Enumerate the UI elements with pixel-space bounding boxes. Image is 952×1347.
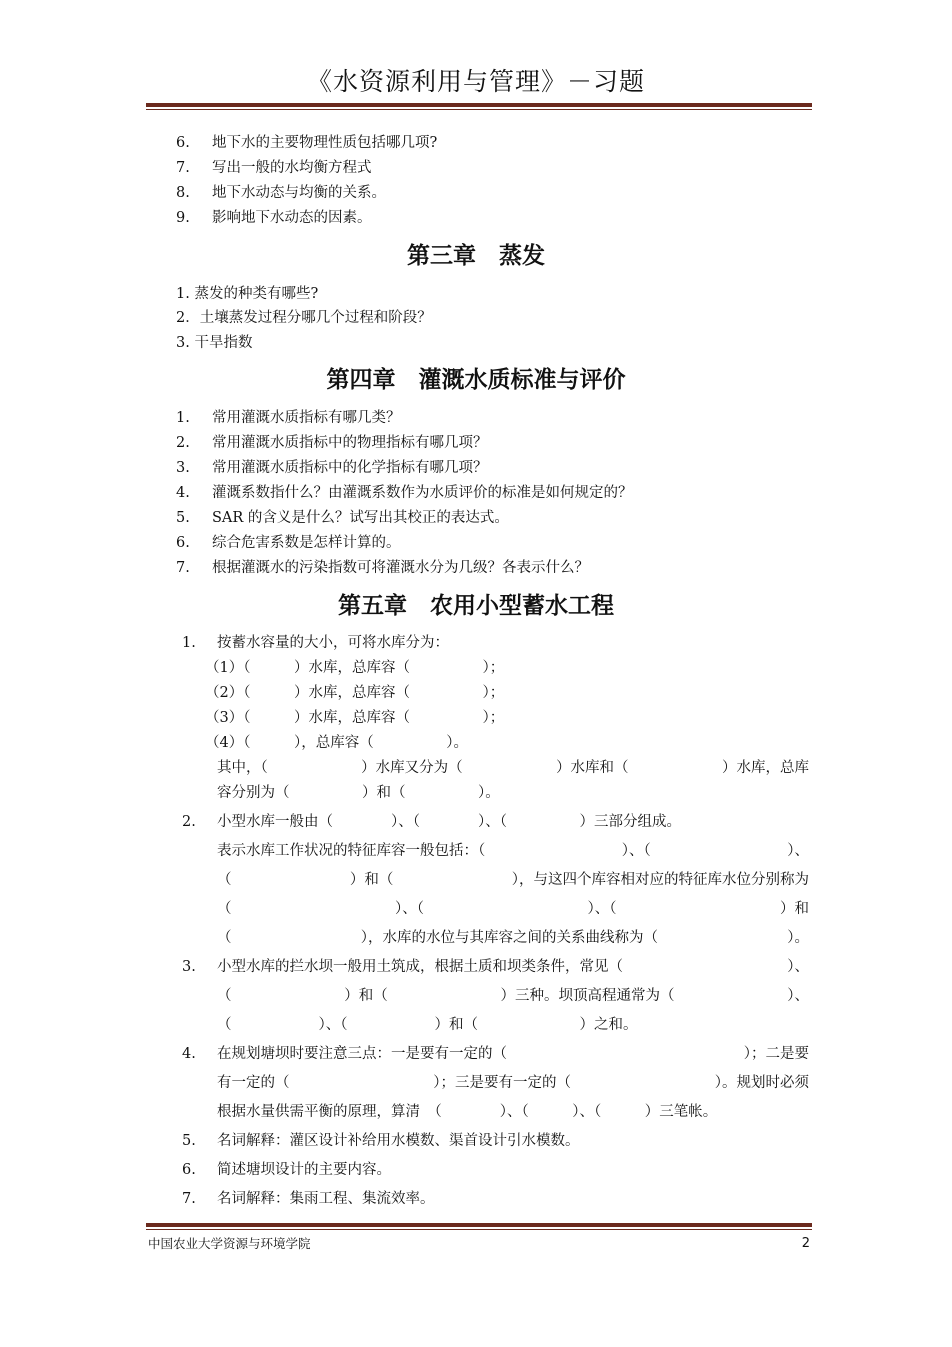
question-number: 5. xyxy=(182,1133,196,1149)
chapter-heading: 第五章 农用小型蓄水工程 xyxy=(338,593,614,619)
question-number: 1. xyxy=(182,635,196,651)
question-text: 表示水库工作状况的特征库容一般包括：（ ）、（ ）、 xyxy=(217,843,809,859)
question-number: 7. xyxy=(182,1191,196,1207)
list-number: 7. xyxy=(176,160,190,176)
question-number: 2. xyxy=(182,814,196,830)
question-text: （ ），水库的水位与其库容之间的关系曲线称为（ ）。 xyxy=(217,930,809,946)
sub-item: （2）（ ）水库，总库容（ ）； xyxy=(205,685,505,701)
list-item: 3. 干旱指数 xyxy=(176,335,253,351)
question-text: 名词解释：灌区设计补给用水模数、渠首设计引水模数。 xyxy=(217,1133,580,1149)
list-item: 影响地下水动态的因素。 xyxy=(212,210,372,226)
question-text: （ ）、（ ）、（ ）和 xyxy=(217,901,809,917)
question-text: 名词解释：集雨工程、集流效率。 xyxy=(217,1191,435,1207)
header-rule xyxy=(146,103,812,110)
list-number: 3. xyxy=(176,460,190,476)
question-text: 小型水库的拦水坝一般用土筑成，根据土质和坝类条件，常见（ ）、 xyxy=(217,959,809,975)
question-number: 3. xyxy=(182,959,196,975)
list-item: 常用灌溉水质指标有哪几类？ xyxy=(212,410,401,426)
question-text: 在规划塘坝时要注意三点：一是要有一定的（ ）；二是要 xyxy=(217,1046,809,1062)
list-number: 6. xyxy=(176,135,190,151)
question-text: 根据水量供需平衡的原理，算清 （ ）、（ ）、（ ）三笔帐。 xyxy=(217,1104,718,1120)
footer-institution: 中国农业大学资源与环境学院 xyxy=(148,1236,311,1251)
question-text: （ ）和（ ）三种。坝顶高程通常为（ ）、 xyxy=(217,988,809,1004)
question-text: 小型水库一般由（ ）、（ ）、（ ）三部分组成。 xyxy=(217,814,681,830)
question-text: 简述塘坝设计的主要内容。 xyxy=(217,1162,391,1178)
list-item: 地下水动态与均衡的关系。 xyxy=(212,185,386,201)
list-item: 常用灌溉水质指标中的物理指标有哪几项？ xyxy=(212,435,488,451)
footer-rule xyxy=(146,1223,812,1230)
question-text: 其中，（ ）水库又分为（ ）水库和（ ）水库，总库 xyxy=(217,760,809,776)
list-item: 常用灌溉水质指标中的化学指标有哪几项？ xyxy=(212,460,488,476)
list-item: 灌溉系数指什么？由灌溉系数作为水质评价的标准是如何规定的？ xyxy=(212,485,633,501)
list-number: 5. xyxy=(176,510,190,526)
chapter-heading: 第四章 灌溉水质标准与评价 xyxy=(326,367,626,393)
question-number: 6. xyxy=(182,1162,196,1178)
list-item: 综合危害系数是怎样计算的。 xyxy=(212,535,401,551)
list-item: 根据灌溉水的污染指数可将灌溉水分为几级？各表示什么？ xyxy=(212,560,589,576)
list-number: 8. xyxy=(176,185,190,201)
list-number: 1. xyxy=(176,410,190,426)
sub-item: （4）（ ），总库容（ ）。 xyxy=(205,735,468,751)
list-item: 写出一般的水均衡方程式 xyxy=(212,160,372,176)
question-text: （ ）、（ ）和（ ）之和。 xyxy=(217,1017,638,1033)
question-text: 有一定的（ ）；三是要有一定的（ ）。规划时必须 xyxy=(217,1075,809,1091)
sub-item: （1）（ ）水库，总库容（ ）； xyxy=(205,660,505,676)
chapter-heading: 第三章 蒸发 xyxy=(407,243,545,269)
list-number: 4. xyxy=(176,485,190,501)
question-text: 按蓄水容量的大小，可将水库分为： xyxy=(217,635,449,651)
list-item: 2．土壤蒸发过程分哪几个过程和阶段？ xyxy=(176,310,432,326)
page-title: 《水资源利用与管理》－习题 xyxy=(306,67,645,96)
list-item: SAR 的含义是什么？试写出其校正的表达式。 xyxy=(212,510,509,526)
list-number: 6. xyxy=(176,535,190,551)
question-text: 容分别为（ ）和（ ）。 xyxy=(217,785,500,801)
question-text: （ ）和（ ），与这四个库容相对应的特征库水位分别称为 xyxy=(217,872,809,888)
list-item: 1. 蒸发的种类有哪些? xyxy=(176,286,319,302)
list-item: 地下水的主要物理性质包括哪几项? xyxy=(212,135,438,151)
list-number: 7. xyxy=(176,560,190,576)
sub-item: （3）（ ）水库，总库容（ ）； xyxy=(205,710,505,726)
list-number: 9. xyxy=(176,210,190,226)
question-number: 4. xyxy=(182,1046,196,1062)
list-number: 2. xyxy=(176,435,190,451)
page-number: 2 xyxy=(801,1236,810,1251)
